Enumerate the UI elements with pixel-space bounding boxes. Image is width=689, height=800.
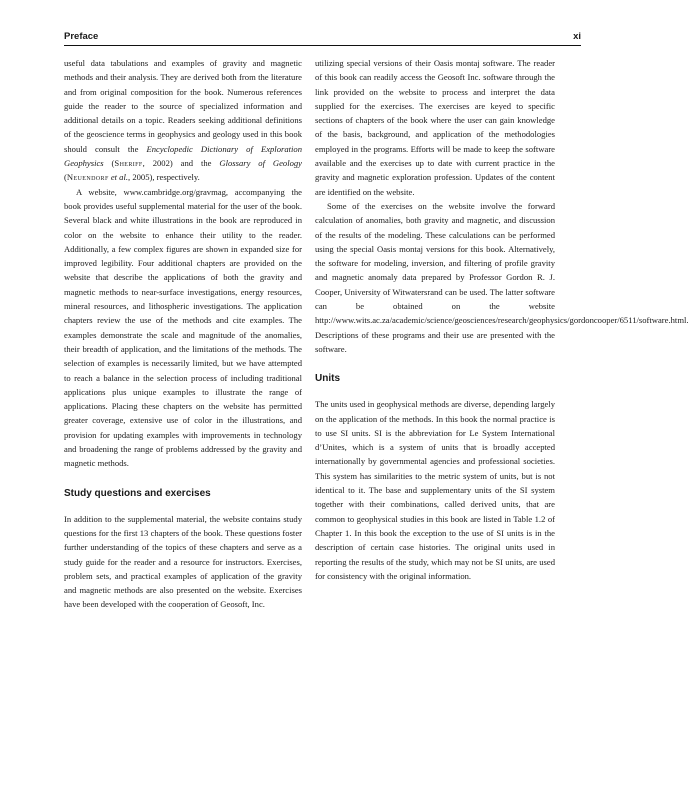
- running-head-title: Preface: [64, 31, 99, 42]
- paragraph-website: A website, www.cambridge.org/gravmag, accompanying the book provides useful supplemental material for the user of the book. Several black and white illustrations in the book are reproduced in color on the website to enhance their utility to the reader. Additionally, a few complex figures are shown in expanded size for improved legibility. Four additional chapters are provided on the website that describe the applications of both the gravity and magnetic methods to near-surface investigations, energy resources, mineral resources, and lithospheric investigations. The application chapters review the use of the methods and cite examples. The examples demonstrate the scale and magnitude of the anomalies, their breadth of application, and the limitations of the methods. The selection of examples is necessarily limited, but we have attempted to reach a balance in the selection process of including traditional applications plus unique examples to illustrate the range of applications. Placing these chapters on the website has permitted greater coverage, extensive use of color in the illustrations, and provision for updating examples with improvements in technology and broadening the range of problems addressed by the gravity and magnetic methods.: [64, 186, 302, 469]
- paragraph-continued: useful data tabulations and examples of gravity and magnetic methods and their analysis. They are derived both from the literature and from original composition for the book. Numerous references guide the reader to the source of specialized information and additional details on a topic. Readers seeking additional definitions of the geoscience terms in geophysics and geology used in this book should consult the Encyclopedic Dictionary of Exploration Geophysics (Sheriff, 2002) and the Glossary of Geology (Neuendorf et al., 2005), respectively.: [64, 58, 302, 183]
- paragraph-study-questions: In addition to the supplemental material, the website contains study questions for the first 13 chapters of the book. These questions foster further understanding of the topics of these chapters and serve as a study guide for the reader and a resource for instructors. Exercises, problem sets, and practical examples of application of the gravity and magnetic methods are also presented on the website. Exercises have been developed with the cooperation of Geosoft, Inc.: [64, 513, 302, 610]
- reference-title: Encyclopedic Dictionary of Exploration Geophysics: [64, 143, 302, 169]
- reference-author: Neuendorf: [66, 172, 109, 183]
- header-rule: [64, 45, 581, 46]
- paragraph-units: The units used in geophysical methods are diverse, depending largely on the application of the methods. In this book the normal practice is to use SI units. SI is the abbreviation for Le System International d’Unites, which is a system of units that is broadly accepted internationally by governmental agencies and professional societies. This system has similarities to the metric system of units, but is not identical to it. The base and supplementary units of the SI system together with their combinations, called derived units, that are common to geophysical studies in this book are listed in Table 1.2 of Chapter 1. In this book the exception to the use of SI units is in the description of certain case histories. The original units used in reporting the results of the study, which may not be SI units, are used for consistency with the original information.: [315, 399, 555, 581]
- section-heading-study-questions: Study questions and exercises: [64, 487, 211, 499]
- left-column: [64, 56, 302, 612]
- reference-author: Sheriff: [114, 158, 143, 169]
- reference-title: Glossary of Geology: [219, 158, 302, 169]
- paragraph-software: utilizing special versions of their Oasis montaj software. The reader of this book can readily access the Geosoft Inc. software through the link provided on the website to process and interpret the data supplied for the exercises. The exercises are keyed to specific sections of chapters of the book where the user can gain knowledge of the basis, background, and application of the methodologies employed in the programs. Efforts will be made to keep the software available and the exercises up to date with current practice in the gravity and magnetic exploration profession. Updates of the content are identified on the website.: [315, 58, 555, 197]
- paragraph-exercises: Some of the exercises on the website involve the forward calculation of anomalies, both gravity and magnetic, and discussion of the results of the modeling. These calculations can be performed using the special Oasis montaj versions for this book. Alternatively, the software for modeling, inversion, and filtering of profile gravity and magnetic anomaly data prepared by Professor Gordon R. J. Cooper, University of Witwatersrand can be used. The latter software can be obtained on the website http://www.wits.ac.za/academic/science/geosciences/research/geophysics/gordoncooper/6511/software.html. Descriptions of these programs and their use are presented with the software.: [315, 200, 689, 354]
- section-heading-units: Units: [315, 373, 340, 385]
- page-number: xi: [573, 31, 581, 42]
- right-column: [315, 56, 689, 583]
- running-head: [64, 31, 581, 46]
